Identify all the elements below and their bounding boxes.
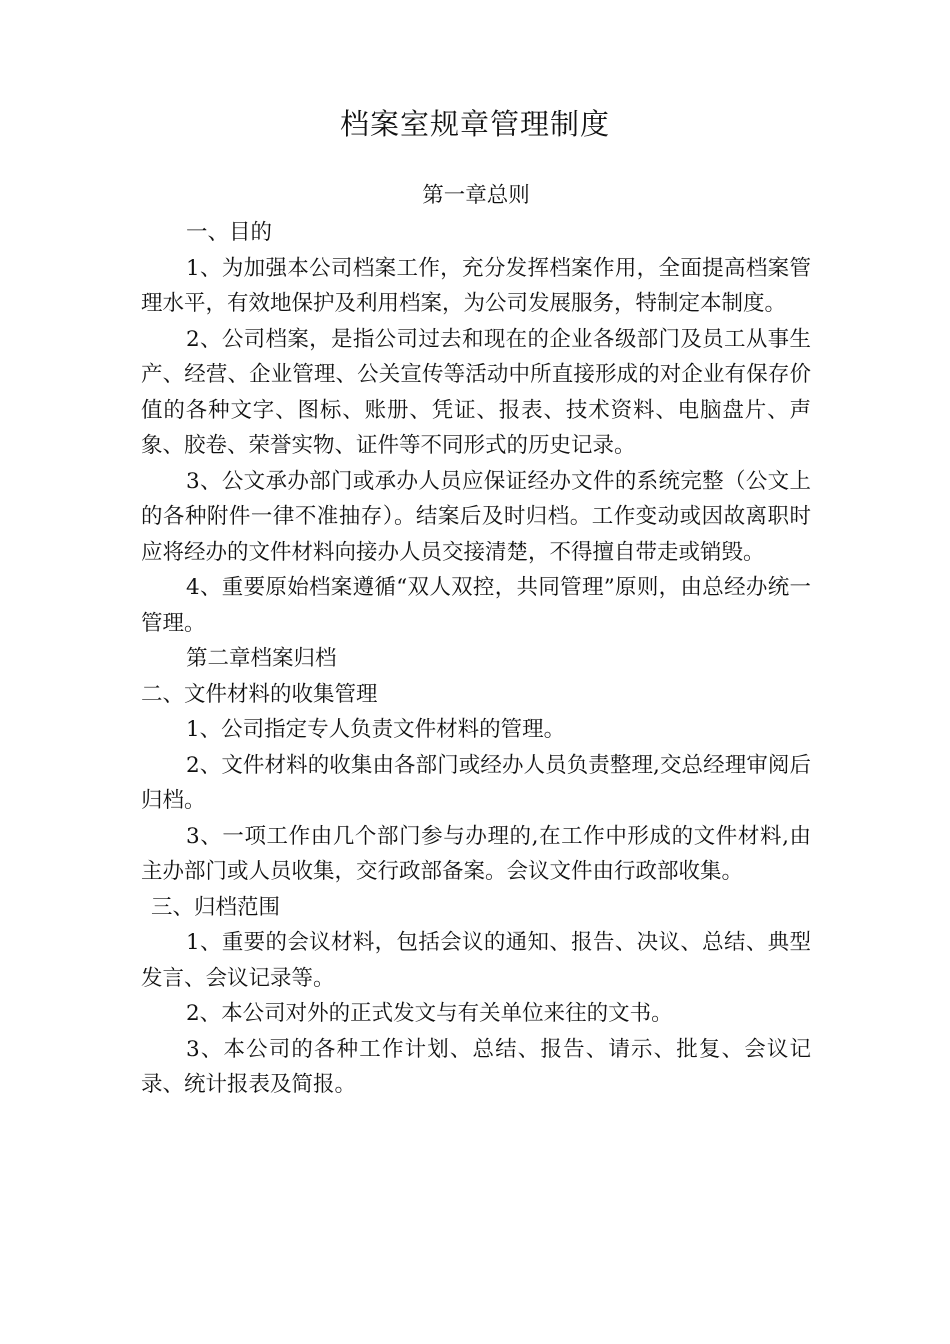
paragraph-1-3: 3、公文承办部门或承办人员应保证经办文件的系统完整（公文上的各种附件一律不准抽存）。结案后及时归档。工作变动或因故离职时应将经办的文件材料向接办人员交接清楚，不得擅自带走或销毁。 [141,468,811,565]
document-title: 档案室规章管理制度 [339,107,610,141]
document-body [141,178,811,1103]
paragraph-1-2: 2、公司档案，是指公司过去和现在的企业各级部门及员工从事生产、经营、企业管理、公关宣传等活动中所直接形成的对企业有保存价值的各种文字、图标、账册、凭证、报表、技术资料、电脑盘片、声象、胶卷、荣誉实物、证件等不同形式的历史记录。 [141,326,811,458]
paragraph-2-3: 3、一项工作由几个部门参与办理的,在工作中形成的文件材料,由主办部门或人员收集，交行政部备案。会议文件由行政部收集。 [141,823,811,884]
paragraph-2-2: 2、文件材料的收集由各部门或经办人员负责整理,交总经理审阅后归档。 [141,752,811,813]
section-1-heading: 一、目的 [186,220,273,245]
paragraph-3-3: 3、本公司的各种工作计划、总结、报告、请示、批复、会议记录、统计报表及简报。 [141,1036,811,1097]
paragraph-3-2: 2、本公司对外的正式发文与有关单位来往的文书。 [186,1001,673,1026]
paragraph-3-1: 1、重要的会议材料，包括会议的通知、报告、决议、总结、典型发言、会议记录等。 [141,930,811,991]
chapter-2-heading: 第二章档案归档 [186,646,337,671]
chapter-1-heading: 第一章总则 [422,183,530,208]
paragraph-2-1: 1、公司指定专人负责文件材料的管理。 [186,717,566,742]
paragraph-1-4: 4、重要原始档案遵循“双人双控，共同管理”原则，由总经办统一管理。 [141,575,811,636]
section-2-heading: 二、文件材料的收集管理 [141,681,378,707]
section-3-heading: 三、归档范围 [151,894,281,920]
paragraph-1-1: 1、为加强本公司档案工作，充分发挥档案作用，全面提高档案管理水平，有效地保护及利用档案，为公司发展服务，特制定本制度。 [141,255,811,316]
